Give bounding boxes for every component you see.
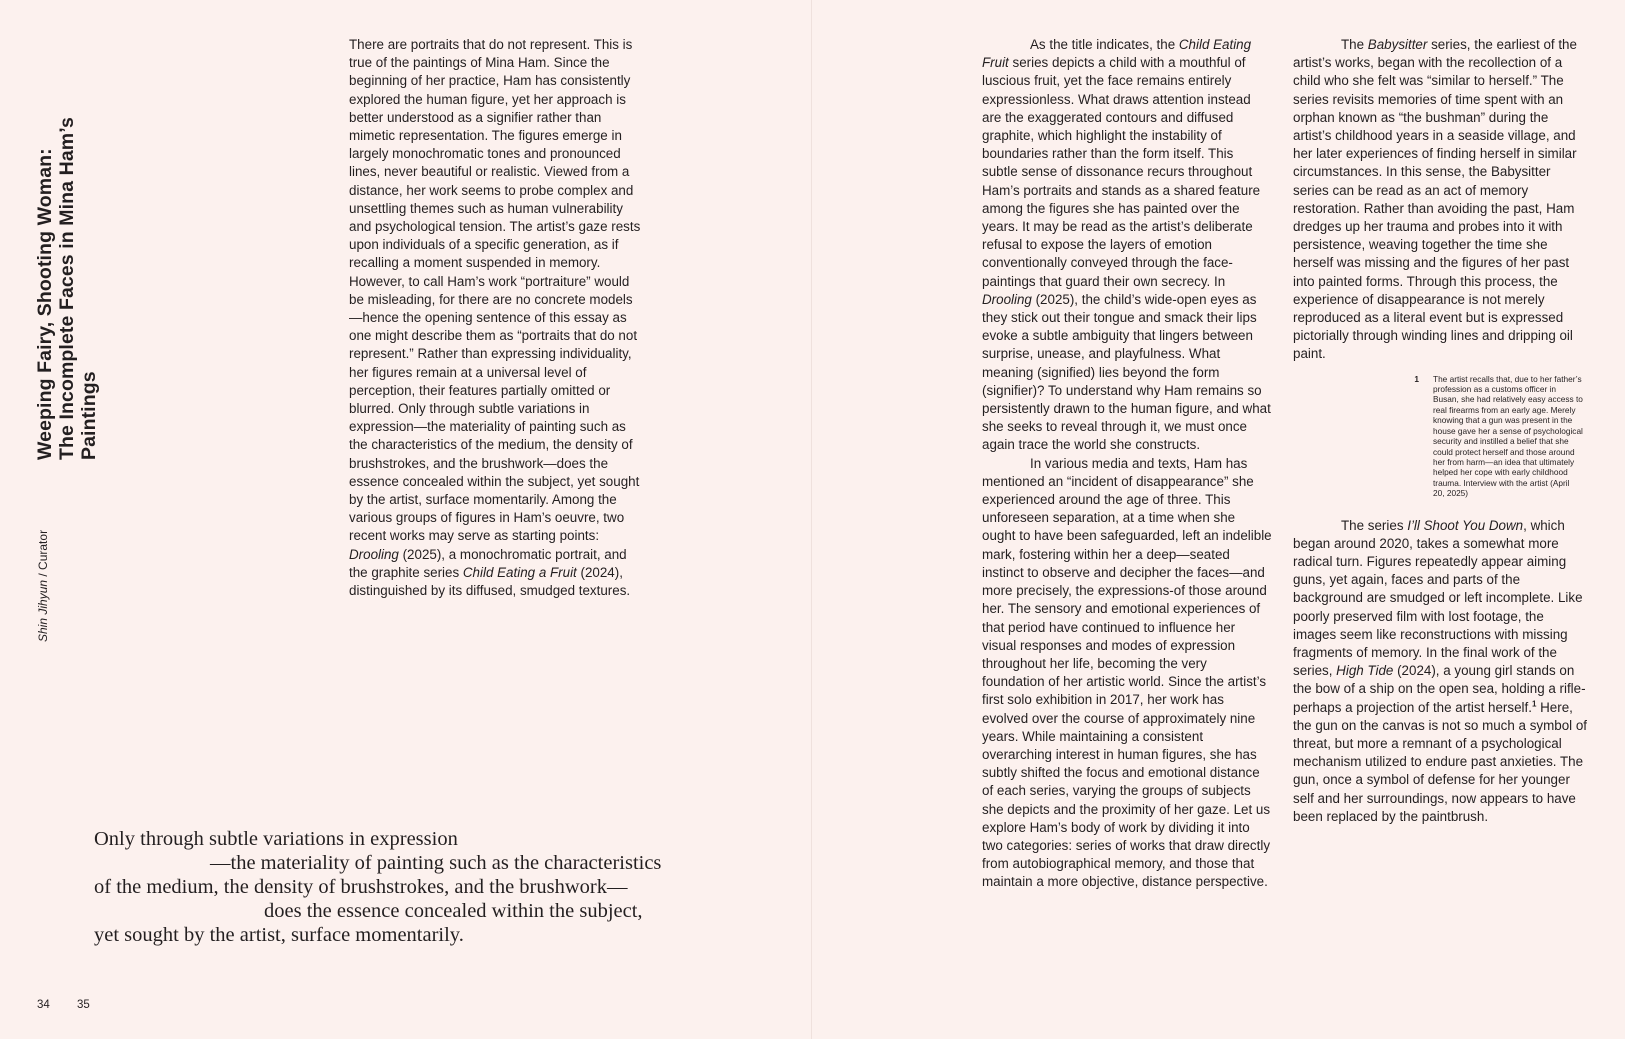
text-run: , which began around 2020, takes a somewhat more radical turn. Figures repeatedly appear aiming guns, yet again, faces and parts of the background are smudged or left incomplete. Like poorly preserved film with lost footage, the images seem like reconstructions with missing fragments of memory. In the final work of the series, (1293, 517, 1583, 679)
text-run: (2024), distinguished by its diffused, smudged textures. (349, 564, 631, 599)
footnote-text: The artist recalls that, due to her father’s profession as a customs officer in Busan, she had relatively easy access to real firearms from an early age. Merely knowing that a gun was present in the house gave her a sense of psychological security and instilled a belief that she could protect herself and those around her from harm—an idea that ultimately helped her cope with early childhood trauma. Interview with the artist (April 20, 2025) (1433, 373, 1583, 499)
footnote (1293, 374, 1589, 499)
body-paragraph (982, 36, 1272, 455)
left-page (0, 0, 811, 1039)
body-paragraph (1293, 517, 1589, 826)
italic-title: Babysitter (1367, 37, 1428, 52)
essay-title (34, 30, 100, 460)
footnote-number: 1 (1414, 373, 1419, 384)
text-run: series, the earliest of the artist’s works, began with the recollection of a child who she felt was “similar to herself.” The series revisits memories of time spent with an orphan known as “the bushman” during the artist’s childhood years in a seaside village, and her later experiences of finding herself in similar circumstances. In this sense, the Babysitter series can be read as an act of memory restoration. Rather than avoiding the past, Ham dredges up her trauma and probes into it with persistence, weaving together the time she herself was missing and the figures of her past into painted forms. Through this process, the experience of disappearance is not merely reproduced as a literal event but is expressed pictorially through winding lines and dripping oil paint. (1293, 37, 1577, 362)
text-run: (2024), a young girl stands on the bow of a ship on the open sea, holding a rifle-perhaps a projection of the artist herself. (1293, 663, 1586, 715)
pull-quote-line: —the materiality of painting such as the characteristics (210, 852, 662, 874)
author-role: / Curator (36, 529, 50, 580)
page-gutter (811, 0, 812, 1039)
text-run: series depicts a child with a mouthful of luscious fruit, yet the face remains entirely expressionless. What draws attention instead are the exaggerated contours and diffused graphite, which highlight the instability of boundaries rather than the form itself. This subtle sense of dissonance recurs throughout Ham’s portraits and stands as a shared feature among the figures she has painted over the years. It may be read as the artist’s deliberate refusal to expose the layers of emotion conventionally conveyed through the face-paintings that guard their own secrecy. In (982, 55, 1261, 289)
text-run: There are portraits that do not represent. This is true of the paintings of Mina Ham. Since the beginning of her practice, Ham has consistently explored the human figure, yet her approach is better understood as a signifier rather than mimetic representation. The figures emerge in largely monochromatic tones and pronounced lines, never beautiful or realistic. Viewed from a distance, her work seems to probe complex and unsettling themes such as human vulnerability and psychological tension. The artist’s gaze rests upon individuals of a specific generation, as if recalling a moment suspended in memory. However, to call Ham’s work “portraiture” would be misleading, for there are no concrete models—hence the opening sentence of this essay as one might describe them as “portraits that do not represent.” Rather than expressing individuality, her figures remain at a universal level of perception, their features partially omitted or blurred. Only through subtle variations in expression—the materiality of painting such as the characteristics of the medium, the density of brushstrokes, and the brushwork—does the essence concealed within the subject, yet sought by the artist, surface momentarily. Among the various groups of figures in Ham’s oeuvre, two recent works may serve as starting points: (349, 37, 641, 544)
italic-title: Drooling (349, 546, 399, 562)
italic-title: High Tide (1336, 663, 1394, 679)
italic-title: Drooling (982, 291, 1032, 307)
title-line: Paintings (78, 371, 100, 460)
page-number-left: 34 (37, 999, 50, 1011)
pull-quote-line: yet sought by the artist, surface momentarily. (94, 924, 464, 946)
body-paragraph (1293, 36, 1589, 364)
pull-quote-line: of the medium, the density of brushstrokes, and the brushwork— (94, 876, 628, 898)
body-paragraph (982, 455, 1272, 892)
title-line: The Incomplete Faces in Mina Ham’s (56, 117, 78, 460)
right-column-1 (982, 36, 1272, 892)
paragraph-runs (1293, 518, 1586, 715)
text-run: The series (1341, 517, 1408, 533)
text-run: The (1341, 37, 1368, 52)
page-number-right: 35 (77, 999, 90, 1011)
intro-column (349, 36, 645, 600)
text-run: As the title indicates, the (1030, 37, 1179, 52)
right-column-2 (1293, 36, 1589, 826)
author-name: Shin Jihyun (36, 579, 50, 642)
text-run: (2025), the child’s wide-open eyes as they stick out their tongue and smack their lips evoke a subtle ambiguity that lingers between surprise, unease, and playfulness. What meaning (signified) lies beyond the form (signifier)? To understand why Ham remains so persistently drawn to the human figure, and what she seeks to reveal through it, we must once again trace the world she constructs. (982, 291, 1271, 453)
text-run: (2025), a monochromatic portrait, and the graphite series (349, 546, 627, 580)
italic-title: Child Eating a Fruit (462, 564, 577, 580)
pull-quote-line: Only through subtle variations in expression (94, 828, 458, 850)
italic-title: I’ll Shoot You Down (1407, 517, 1524, 533)
text-run: In various media and texts, Ham has mentioned an “incident of disappearance” she experienced around the age of three. This unforeseen separation, at a time when she ought to have been safeguarded, left an indelible mark, fostering within her a deep—seated instinct to observe and decipher the faces—and more precisely, the expressions-of those around her. The sensory and emotional experiences of that period have continued to influence her visual responses and modes of expression throughout her life, becoming the very foundation of her artistic world. Since the artist’s first solo exhibition in 2017, her work has evolved over the course of approximately nine years. While maintaining a consistent overarching interest in human figures, she has subtly shifted the focus and emotional distance of each series, varying the groups of subjects she depicts and the proximity of her gaze. Let us explore Ham’s body of work by dividing it into two categories: series of works that draw directly from autobiographical memory, and those that maintain a more objective, distance perspective. (982, 455, 1272, 890)
pull-quote-line: does the essence concealed within the subject, (264, 900, 643, 922)
paragraph-tail: Here, the gun on the canvas is not so much a symbol of threat, but more a remnant of a psychological mechanism utilized to endure past anxieties. The gun, once a symbol of defense for her younger self and her surroundings, now appears to have been replaced by the paintbrush. (1293, 699, 1588, 824)
pull-quote (94, 827, 714, 947)
intro-paragraph (349, 36, 645, 600)
author-byline (36, 530, 50, 642)
footnote-reference[interactable]: 1 (1531, 699, 1537, 709)
italic-title: Child Eating Fruit (982, 37, 1252, 71)
title-line: Weeping Fairy, Shooting Woman: (34, 148, 56, 460)
